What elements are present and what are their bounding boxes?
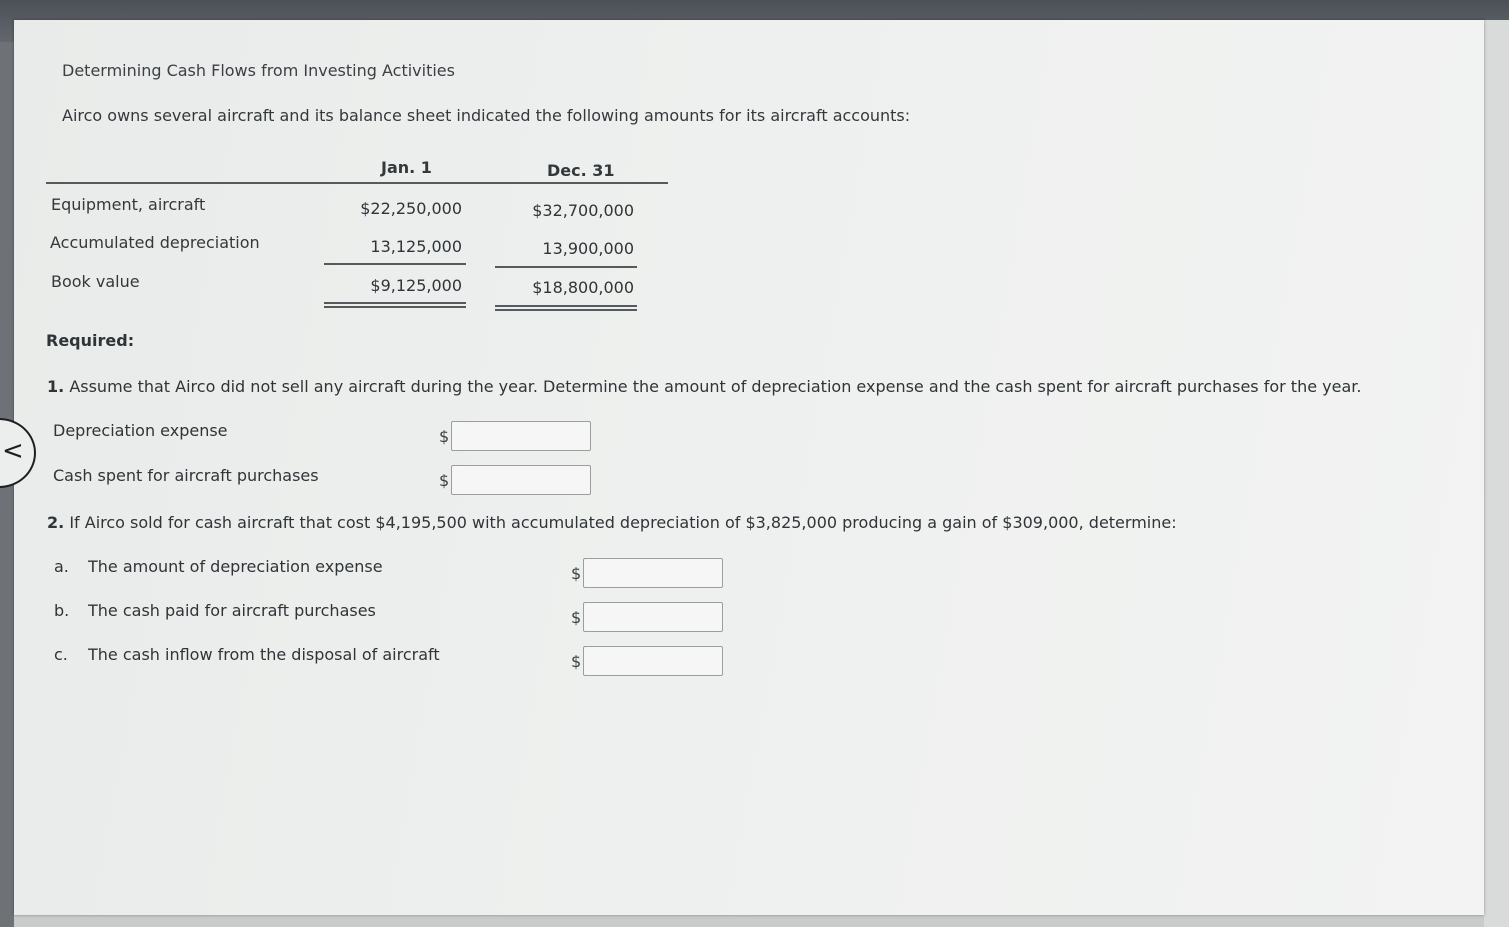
cell-equipment-dec: $32,700,000: [532, 201, 634, 220]
q1-cash-spent-currency: $: [439, 471, 450, 490]
q2a-depreciation-input[interactable]: [583, 558, 723, 588]
q1-depreciation-currency: $: [439, 427, 450, 446]
cell-book-value-jan: $9,125,000: [370, 276, 462, 295]
col-header-dec31: Dec. 31: [547, 161, 615, 180]
total-rule-jan-1: [324, 302, 466, 304]
total-rule-dec-2: [495, 309, 637, 311]
bottom-edge: [14, 915, 1484, 927]
intro-text: Airco owns several aircraft and its balance sheet indicated the following amounts for its aircraft accounts:: [62, 106, 911, 125]
q2b-cash-paid-input[interactable]: [583, 602, 723, 632]
q2a-label: The amount of depreciation expense: [88, 557, 383, 576]
question-2-text: If Airco sold for cash aircraft that cost $4,195,500 with accumulated depreciation of $3,825,000 producing a gain of $309,000, determine:: [69, 513, 1177, 532]
cell-book-value-dec: $18,800,000: [532, 278, 634, 297]
chevron-left-icon: <: [2, 436, 24, 466]
question-1-number: 1.: [47, 377, 65, 396]
question-page: [14, 20, 1484, 915]
question-1: [47, 377, 1361, 396]
q1-depreciation-input[interactable]: [451, 421, 591, 451]
row-label-equipment: Equipment, aircraft: [51, 195, 206, 214]
q1-depreciation-label: Depreciation expense: [53, 421, 228, 440]
question-1-text: Assume that Airco did not sell any aircraft during the year. Determine the amount of depreciation expense and the cash spent for aircraft purchases for the year.: [69, 377, 1362, 396]
cell-equipment-jan: $22,250,000: [360, 199, 462, 218]
row-label-book-value: Book value: [51, 272, 140, 291]
col-header-jan1: Jan. 1: [381, 158, 432, 177]
q2c-currency: $: [571, 652, 582, 671]
subtotal-rule-jan: [324, 263, 466, 265]
q2a-letter: a.: [54, 557, 69, 576]
question-2-number: 2.: [47, 513, 65, 532]
subtotal-rule-dec: [495, 266, 637, 268]
q1-cash-spent-input[interactable]: [451, 465, 591, 495]
row-label-accum-depr: Accumulated depreciation: [50, 233, 260, 252]
q2b-label: The cash paid for aircraft purchases: [88, 601, 376, 620]
total-rule-dec-1: [495, 305, 637, 307]
q2c-label: The cash inflow from the disposal of aircraft: [88, 645, 440, 664]
q2b-letter: b.: [54, 601, 70, 620]
required-heading: Required:: [46, 331, 135, 350]
cell-accum-depr-dec: 13,900,000: [542, 239, 634, 258]
total-rule-jan-2: [324, 306, 466, 308]
question-2: [47, 513, 1177, 532]
cell-accum-depr-jan: 13,125,000: [370, 237, 462, 256]
q1-cash-spent-label: Cash spent for aircraft purchases: [53, 466, 319, 485]
q2c-letter: c.: [54, 645, 68, 664]
q2c-cash-inflow-input[interactable]: [583, 646, 723, 676]
page-title: Determining Cash Flows from Investing Activities: [62, 61, 455, 80]
right-edge: [1484, 20, 1509, 927]
q2a-currency: $: [571, 564, 582, 583]
header-rule: [46, 182, 668, 184]
q2b-currency: $: [571, 608, 582, 627]
